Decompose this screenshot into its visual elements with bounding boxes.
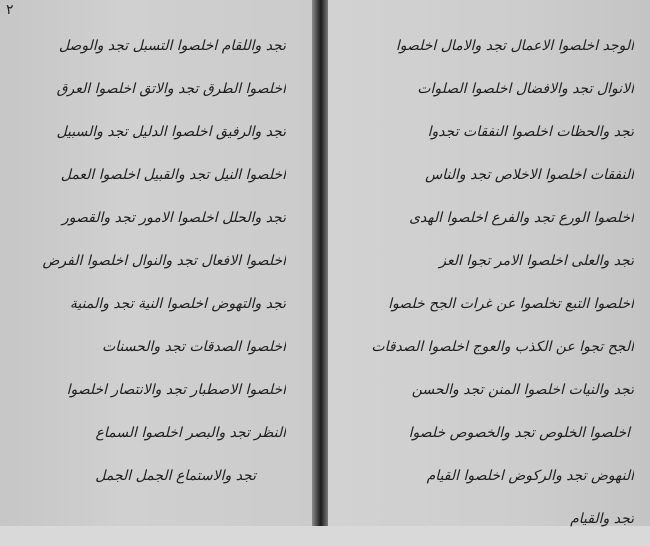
text-line: اخلصوا الصدقات تجد والحسنات [102,339,286,355]
text-line: تجد والرفيق اخلصوا الدليل تجد والسبيل [56,124,286,140]
text-line: اخلصوا الورع تجد والفرع اخلصوا الهدى [409,210,634,226]
text-line: النظر تجد والبصر اخلصوا السماع [95,425,286,441]
book-gutter [312,0,328,526]
right-page-text [352,30,634,546]
text-line: تجد والحظات اخلصوا النفقات تجدوا [427,124,634,140]
text-line: تجد واللقام اخلصوا التسبل تجد والوصل [58,38,286,54]
text-line: تجد والاستماع الجمل الجمل [95,468,256,484]
text-line: تجد والقيام [570,511,634,527]
text-line: النهوض تجد والركوض اخلصوا القيام [426,468,634,484]
text-line: اخلصوا الخلوص تجد والخصوص خلصوا [408,425,630,441]
left-page [0,0,312,526]
page-number: ٢ [6,2,14,18]
text-line: تجد والنيات اخلصوا المنن تجد والحسن [411,382,634,398]
text-line: الجح تجوا عن الكذب والعوج اخلصوا الصدقات [371,339,634,355]
text-line: تجد والعلى اخلصوا الامر تجوا العز [439,253,634,269]
text-line: تجد والتهوض اخلصوا النية تجد والمنية [69,296,286,312]
text-line: النفقات اخلصوا الاخلاص تجد والناس [425,167,634,183]
text-line: الوجد اخلصوا الاعمال تجد والامال اخلصوا [395,38,634,54]
text-line: الانوال تجد والافضال اخلصوا الصلوات [417,81,634,97]
left-page-text [18,30,286,503]
text-line: اخلصوا النيل تجد والقبيل اخلصوا العمل [60,167,286,183]
text-line: اخلصوا الاصطبار تجد والانتصار اخلصوا [66,382,286,398]
right-page [328,0,650,526]
text-line: اخلصوا التبع تخلصوا عن غرات الجح خلصوا [388,296,634,312]
text-line: اخلصوا الافعال تجد والنوال اخلصوا الفرض [42,253,286,269]
text-line: اخلصوا الطرق تجد والاتق اخلصوا العرق [56,81,286,97]
text-line: تجد والحلل اخلصوا الامور تجد والقصور [62,210,286,226]
